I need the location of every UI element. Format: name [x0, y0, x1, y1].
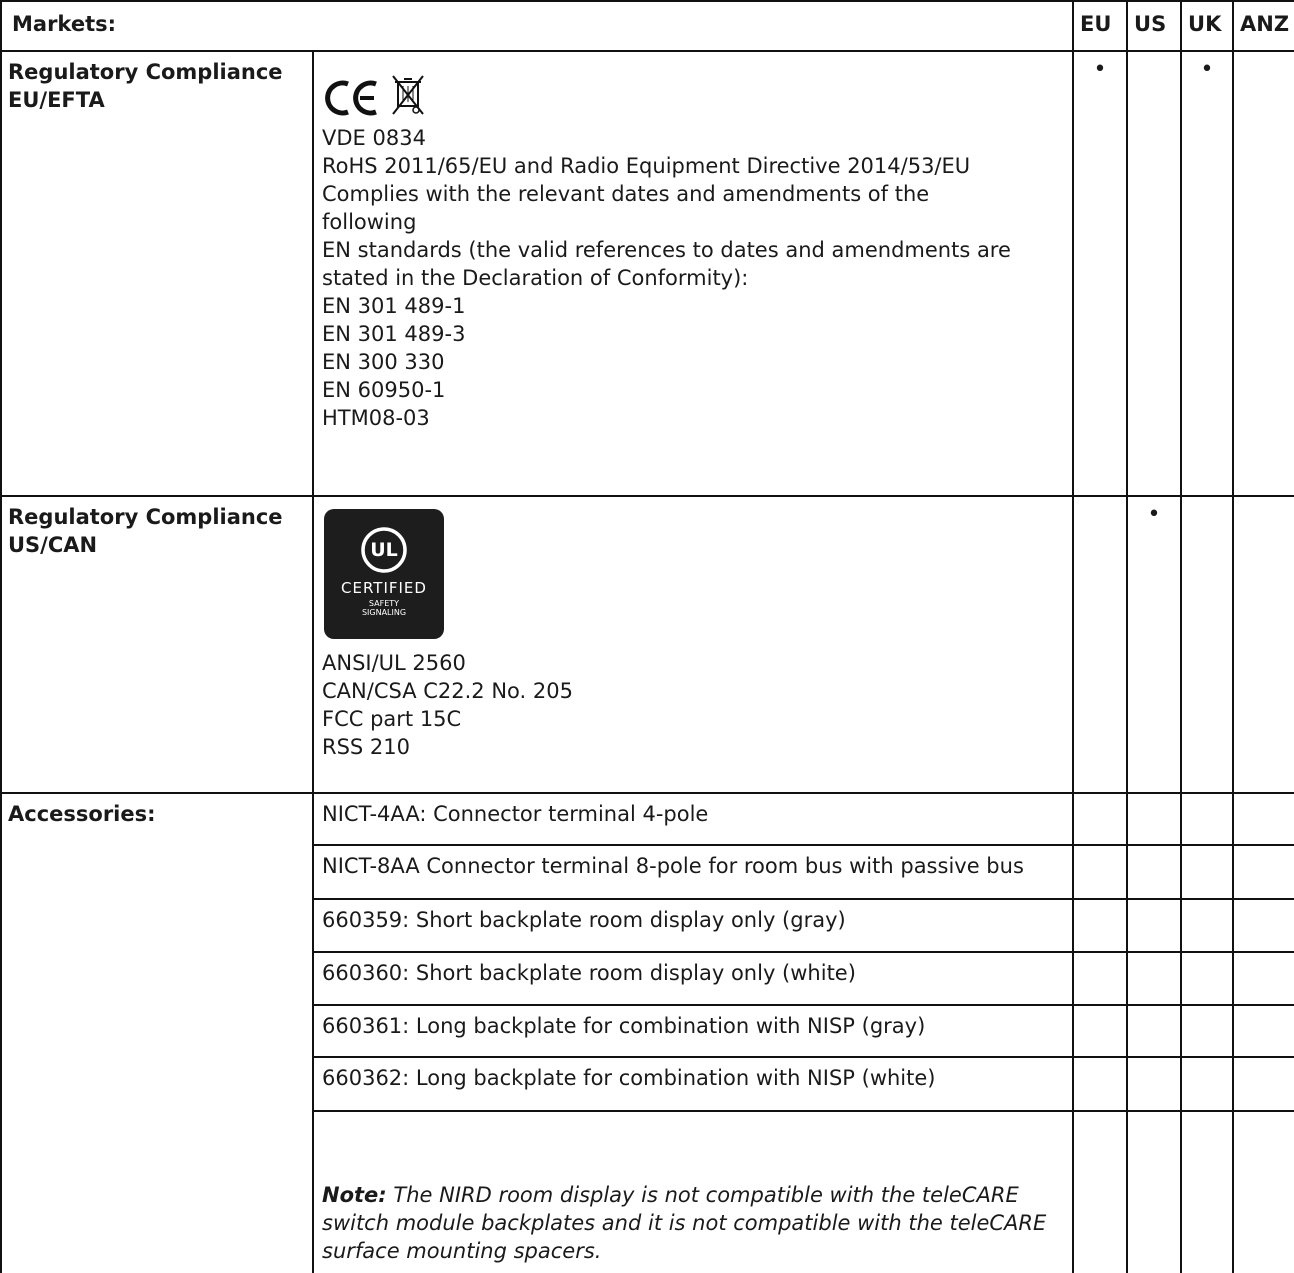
eu-label-line1: Regulatory Compliance — [8, 60, 283, 84]
eu-market-us — [1127, 51, 1181, 496]
ul-safety-text: SAFETY — [368, 599, 400, 608]
ce-mark-icon — [322, 78, 384, 118]
eu-line-3: EN standards (the valid references to dates and amendments are stated in the Declaration of Conformity): — [322, 238, 1011, 290]
markets-label: Markets: — [1, 1, 1073, 51]
ul-certified-logo — [324, 509, 444, 639]
us-label-line2: US/CAN — [8, 533, 98, 557]
eu-line-0: VDE 0834 — [322, 126, 426, 150]
ul-certified-text: CERTIFIED — [341, 579, 427, 597]
accessory-item: 660359: Short backplate room display only (gray) — [313, 899, 1073, 952]
eu-label-line2: EU/EFTA — [8, 88, 105, 112]
us-compliance-content — [313, 496, 1073, 793]
eu-line-6: EN 300 330 — [322, 350, 445, 374]
header-row — [1, 1, 1294, 51]
eu-compliance-content — [313, 51, 1073, 496]
eu-line-5: EN 301 489-3 — [322, 322, 466, 346]
accessory-row — [1, 793, 1294, 845]
us-compliance-label — [1, 496, 313, 793]
accessory-item: NICT-8AA Connector terminal 8-pole for room bus with passive bus — [313, 845, 1073, 899]
col-anz: ANZ — [1233, 1, 1294, 51]
us-line-2: FCC part 15C — [322, 707, 462, 731]
accessory-item: 660362: Long backplate for combination with NISP (white) — [313, 1057, 1073, 1111]
accessory-item: 660361: Long backplate for combination with NISP (gray) — [313, 1005, 1073, 1057]
us-line-0: ANSI/UL 2560 — [322, 651, 466, 675]
compatibility-note — [313, 1111, 1073, 1273]
eu-compliance-label — [1, 51, 313, 496]
eu-market-anz — [1233, 51, 1294, 496]
us-market-anz — [1233, 496, 1294, 793]
us-market-uk — [1181, 496, 1233, 793]
eu-market-eu: • — [1073, 51, 1127, 496]
col-us: US — [1127, 1, 1181, 51]
ul-signaling-text: SIGNALING — [361, 608, 407, 617]
eu-line-4: EN 301 489-1 — [322, 294, 466, 318]
ul-letters: UL — [370, 539, 398, 561]
eu-line-1: RoHS 2011/65/EU and Radio Equipment Directive 2014/53/EU — [322, 154, 971, 178]
us-market-eu — [1073, 496, 1127, 793]
us-line-1: CAN/CSA C22.2 No. 205 — [322, 679, 573, 703]
col-uk: UK — [1181, 1, 1233, 51]
eu-compliance-row — [1, 51, 1294, 496]
eu-market-uk: • — [1181, 51, 1233, 496]
eu-line-7: EN 60950-1 — [322, 378, 446, 402]
eu-line-8: HTM08-03 — [322, 406, 430, 430]
eu-line-2: Complies with the relevant dates and amendments of the following — [322, 182, 930, 234]
weee-crossed-bin-icon — [390, 74, 426, 118]
col-eu: EU — [1073, 1, 1127, 51]
accessory-item: NICT-4AA: Connector terminal 4-pole — [313, 793, 1073, 845]
note-label: Note: — [322, 1183, 387, 1207]
us-label-line1: Regulatory Compliance — [8, 505, 283, 529]
us-line-3: RSS 210 — [322, 735, 411, 759]
us-compliance-row — [1, 496, 1294, 793]
note-text: The NIRD room display is not compatible with the teleCARE switch module backplates and it is not compatible with the teleCARE surface mounting spacers. — [322, 1183, 1047, 1263]
accessories-label: Accessories: — [1, 793, 313, 1273]
accessory-item: 660360: Short backplate room display only (white) — [313, 952, 1073, 1005]
eu-symbols — [322, 58, 1064, 124]
us-market-us: • — [1127, 496, 1181, 793]
